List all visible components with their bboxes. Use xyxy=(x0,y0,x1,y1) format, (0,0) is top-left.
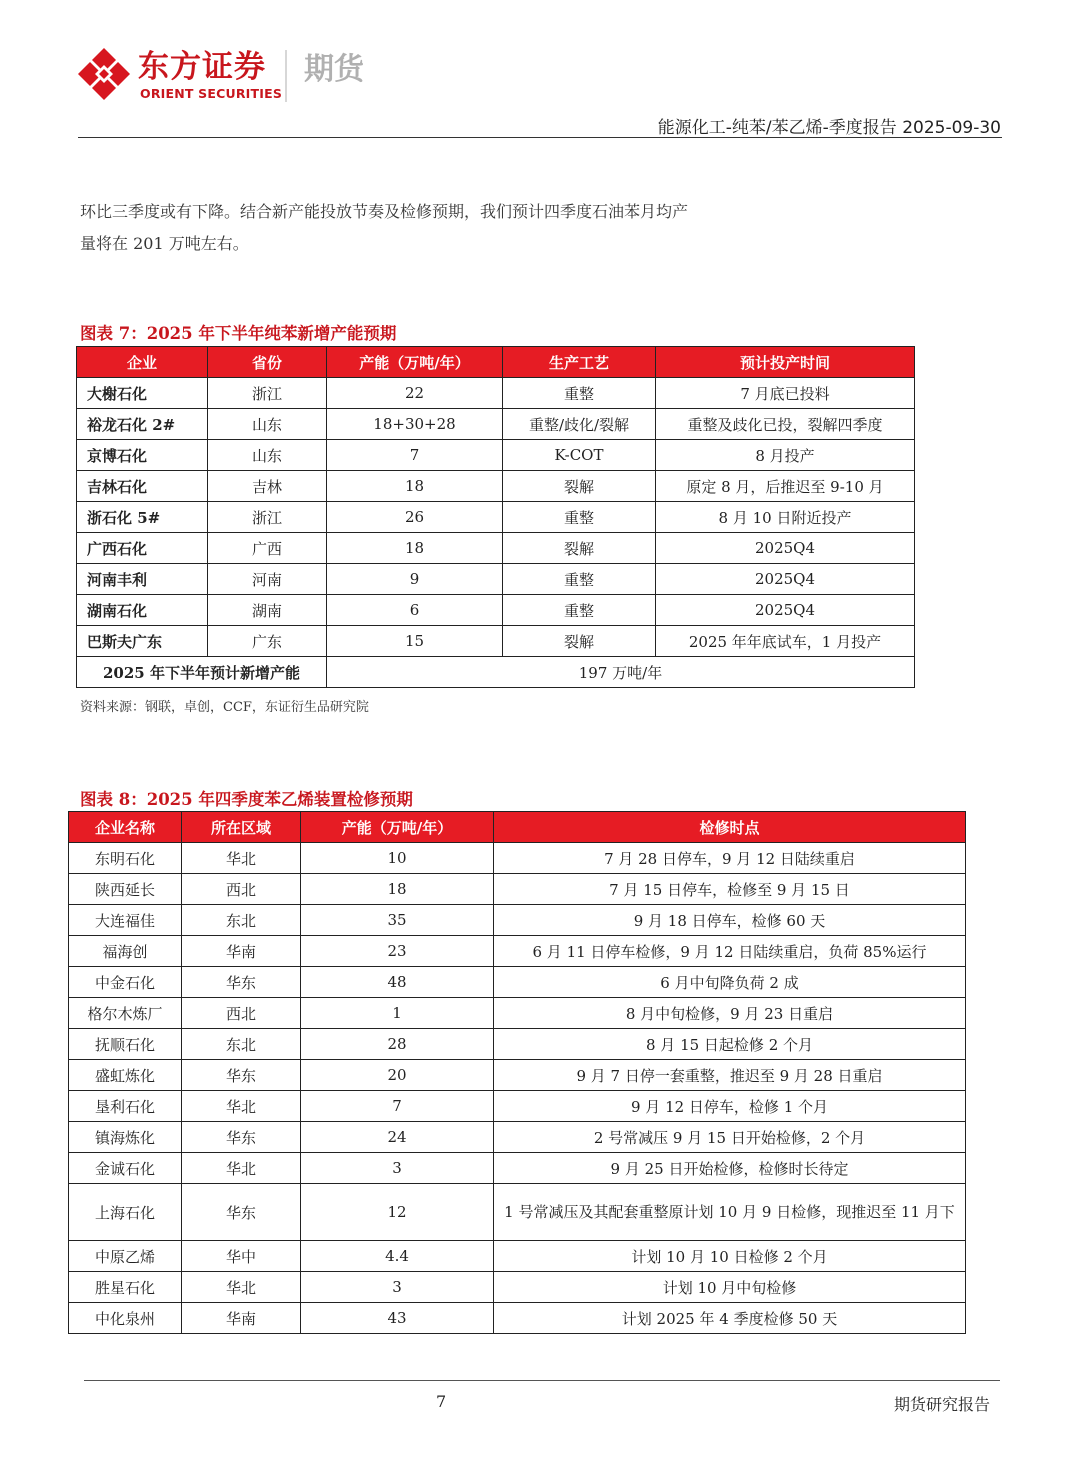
footer-label: 期货研究报告 xyxy=(893,1395,990,1414)
capacity-cell: 23 xyxy=(301,936,494,967)
province-cell: 浙江 xyxy=(208,378,327,409)
company-cell: 镇海炼化 xyxy=(69,1122,182,1153)
capacity-cell: 20 xyxy=(301,1060,494,1091)
capacity-cell: 48 xyxy=(301,967,494,998)
table-row xyxy=(77,409,915,440)
process-cell: K-COT xyxy=(503,440,656,471)
header-rule xyxy=(78,137,1002,138)
maintenance-time-cell: 9 月 25 日开始检修，检修时长待定 xyxy=(494,1153,966,1184)
startup-time-cell: 重整及歧化已投，裂解四季度 xyxy=(656,409,915,440)
capacity-cell: 43 xyxy=(301,1303,494,1334)
footer-rule xyxy=(84,1380,1000,1381)
region-cell: 西北 xyxy=(182,998,301,1029)
capacity-cell: 28 xyxy=(301,1029,494,1060)
page-number: 7 xyxy=(436,1392,447,1411)
maintenance-time-cell: 9 月 18 日停车，检修 60 天 xyxy=(494,905,966,936)
table-row xyxy=(77,533,915,564)
column-header: 产能（万吨/年） xyxy=(301,812,494,843)
region-cell: 华北 xyxy=(182,1153,301,1184)
process-cell: 重整/歧化/裂解 xyxy=(503,409,656,440)
process-cell: 重整 xyxy=(503,378,656,409)
capacity-cell: 9 xyxy=(327,564,503,595)
capacity-cell: 12 xyxy=(301,1184,494,1241)
table-row xyxy=(69,1184,966,1241)
styrene-maintenance-table xyxy=(68,811,966,1334)
process-cell: 裂解 xyxy=(503,471,656,502)
table-row xyxy=(77,502,915,533)
column-header: 预计投产时间 xyxy=(656,347,915,378)
total-label: 2025 年下半年预计新增产能 xyxy=(77,657,327,688)
maintenance-time-cell: 6 月中旬降负荷 2 成 xyxy=(494,967,966,998)
capacity-cell: 7 xyxy=(301,1091,494,1122)
maintenance-time-cell: 8 月中旬检修，9 月 23 日重启 xyxy=(494,998,966,1029)
process-cell: 裂解 xyxy=(503,626,656,657)
capacity-cell: 22 xyxy=(327,378,503,409)
company-cell: 盛虹炼化 xyxy=(69,1060,182,1091)
startup-time-cell: 8 月 10 日附近投产 xyxy=(656,502,915,533)
maintenance-time-cell: 2 号常减压 9 月 15 日开始检修，2 个月 xyxy=(494,1122,966,1153)
region-cell: 华东 xyxy=(182,1122,301,1153)
capacity-cell: 7 xyxy=(327,440,503,471)
region-cell: 华东 xyxy=(182,1184,301,1241)
table-row xyxy=(69,1303,966,1334)
company-cell: 浙石化 5# xyxy=(77,502,208,533)
maintenance-time-cell: 7 月 28 日停车，9 月 12 日陆续重启 xyxy=(494,843,966,874)
capacity-cell: 3 xyxy=(301,1272,494,1303)
startup-time-cell: 原定 8 月，后推迟至 9-10 月 xyxy=(656,471,915,502)
capacity-cell: 6 xyxy=(327,595,503,626)
capacity-cell: 4.4 xyxy=(301,1241,494,1272)
column-header: 省份 xyxy=(208,347,327,378)
maintenance-time-cell: 6 月 11 日停车检修，9 月 12 日陆续重启，负荷 85%运行 xyxy=(494,936,966,967)
maintenance-time-cell: 9 月 7 日停一套重整，推迟至 9 月 28 日重启 xyxy=(494,1060,966,1091)
report-title: 能源化工-纯苯/苯乙烯-季度报告 2025-09-30 xyxy=(657,118,1001,138)
maintenance-time-cell: 计划 2025 年 4 季度检修 50 天 xyxy=(494,1303,966,1334)
table-row xyxy=(77,564,915,595)
province-cell: 山东 xyxy=(208,440,327,471)
company-cell: 陕西延长 xyxy=(69,874,182,905)
startup-time-cell: 2025Q4 xyxy=(656,533,915,564)
province-cell: 吉林 xyxy=(208,471,327,502)
region-cell: 华中 xyxy=(182,1241,301,1272)
process-cell: 重整 xyxy=(503,595,656,626)
company-cell: 中化泉州 xyxy=(69,1303,182,1334)
benzene-capacity-table xyxy=(76,346,915,688)
table-row xyxy=(77,440,915,471)
company-cell: 湖南石化 xyxy=(77,595,208,626)
table-row xyxy=(69,936,966,967)
maintenance-time-cell: 计划 10 月中旬检修 xyxy=(494,1272,966,1303)
table-row xyxy=(69,1241,966,1272)
process-cell: 重整 xyxy=(503,564,656,595)
company-cell: 抚顺石化 xyxy=(69,1029,182,1060)
capacity-cell: 18 xyxy=(301,874,494,905)
maintenance-time-cell: 9 月 12 日停车，检修 1 个月 xyxy=(494,1091,966,1122)
column-header: 产能（万吨/年） xyxy=(327,347,503,378)
table-row xyxy=(69,1272,966,1303)
maintenance-time-cell: 7 月 15 日停车，检修至 9 月 15 日 xyxy=(494,874,966,905)
total-value: 197 万吨/年 xyxy=(327,657,915,688)
region-cell: 华东 xyxy=(182,967,301,998)
region-cell: 西北 xyxy=(182,874,301,905)
capacity-cell: 35 xyxy=(301,905,494,936)
table1-caption: 图表 7：2025 年下半年纯苯新增产能预期 xyxy=(80,324,397,343)
capacity-cell: 26 xyxy=(327,502,503,533)
brand-divider xyxy=(285,50,287,102)
region-cell: 东北 xyxy=(182,1029,301,1060)
company-cell: 广西石化 xyxy=(77,533,208,564)
column-header: 所在区域 xyxy=(182,812,301,843)
process-cell: 裂解 xyxy=(503,533,656,564)
region-cell: 华北 xyxy=(182,1091,301,1122)
table-row xyxy=(69,905,966,936)
column-header: 企业名称 xyxy=(69,812,182,843)
company-cell: 河南丰利 xyxy=(77,564,208,595)
intro-paragraph xyxy=(80,196,840,260)
region-cell: 华北 xyxy=(182,843,301,874)
capacity-cell: 18 xyxy=(327,533,503,564)
maintenance-time-cell: 1 号常减压及其配套重整原计划 10 月 9 日检修，现推迟至 11 月下 xyxy=(494,1184,966,1241)
table-row xyxy=(69,1153,966,1184)
table-row xyxy=(69,967,966,998)
startup-time-cell: 7 月底已投料 xyxy=(656,378,915,409)
maintenance-time-cell: 8 月 15 日起检修 2 个月 xyxy=(494,1029,966,1060)
table-row xyxy=(69,1060,966,1091)
province-cell: 广东 xyxy=(208,626,327,657)
company-cell: 京博石化 xyxy=(77,440,208,471)
brand-name-en: ORIENT SECURITIES xyxy=(140,86,283,101)
company-cell: 中金石化 xyxy=(69,967,182,998)
capacity-cell: 15 xyxy=(327,626,503,657)
province-cell: 河南 xyxy=(208,564,327,595)
process-cell: 重整 xyxy=(503,502,656,533)
province-cell: 广西 xyxy=(208,533,327,564)
source-note: 资料来源：钢联，卓创，CCF，东证衍生品研究院 xyxy=(80,700,369,715)
startup-time-cell: 2025Q4 xyxy=(656,595,915,626)
company-cell: 金诚石化 xyxy=(69,1153,182,1184)
table-row xyxy=(77,471,915,502)
table-header-row xyxy=(77,347,915,378)
capacity-cell: 18 xyxy=(327,471,503,502)
region-cell: 华南 xyxy=(182,936,301,967)
table-row xyxy=(77,595,915,626)
province-cell: 浙江 xyxy=(208,502,327,533)
table-row xyxy=(69,874,966,905)
startup-time-cell: 8 月投产 xyxy=(656,440,915,471)
table-row xyxy=(69,1122,966,1153)
startup-time-cell: 2025Q4 xyxy=(656,564,915,595)
orient-securities-logo-icon xyxy=(78,48,130,102)
column-header: 企业 xyxy=(77,347,208,378)
company-cell: 福海创 xyxy=(69,936,182,967)
company-cell: 吉林石化 xyxy=(77,471,208,502)
capacity-cell: 24 xyxy=(301,1122,494,1153)
company-cell: 上海石化 xyxy=(69,1184,182,1241)
company-cell: 胜星石化 xyxy=(69,1272,182,1303)
table-row xyxy=(77,378,915,409)
province-cell: 湖南 xyxy=(208,595,327,626)
table-row xyxy=(69,1029,966,1060)
column-header: 检修时点 xyxy=(494,812,966,843)
company-cell: 中原乙烯 xyxy=(69,1241,182,1272)
company-cell: 格尔木炼厂 xyxy=(69,998,182,1029)
table-row xyxy=(77,626,915,657)
table-row xyxy=(69,843,966,874)
table-row xyxy=(69,998,966,1029)
company-cell: 东明石化 xyxy=(69,843,182,874)
company-cell: 垦利石化 xyxy=(69,1091,182,1122)
capacity-cell: 3 xyxy=(301,1153,494,1184)
company-cell: 裕龙石化 2# xyxy=(77,409,208,440)
region-cell: 东北 xyxy=(182,905,301,936)
intro-line: 环比三季度或有下降。结合新产能投放节奏及检修预期，我们预计四季度石油苯月均产 xyxy=(80,202,689,221)
capacity-cell: 18+30+28 xyxy=(327,409,503,440)
company-cell: 大连福佳 xyxy=(69,905,182,936)
startup-time-cell: 2025 年年底试车，1 月投产 xyxy=(656,626,915,657)
column-header: 生产工艺 xyxy=(503,347,656,378)
region-cell: 华北 xyxy=(182,1272,301,1303)
capacity-cell: 10 xyxy=(301,843,494,874)
maintenance-time-cell: 计划 10 月 10 日检修 2 个月 xyxy=(494,1241,966,1272)
intro-line: 量将在 201 万吨左右。 xyxy=(80,234,249,253)
table2-caption: 图表 8：2025 年四季度苯乙烯装置检修预期 xyxy=(80,790,413,809)
region-cell: 华南 xyxy=(182,1303,301,1334)
total-row xyxy=(77,657,915,688)
table-header-row xyxy=(69,812,966,843)
capacity-cell: 1 xyxy=(301,998,494,1029)
region-cell: 华东 xyxy=(182,1060,301,1091)
company-cell: 大榭石化 xyxy=(77,378,208,409)
division-label: 期货 xyxy=(304,52,364,87)
brand-name-cn: 东方证券 xyxy=(138,49,266,85)
table-row xyxy=(69,1091,966,1122)
province-cell: 山东 xyxy=(208,409,327,440)
company-cell: 巴斯夫广东 xyxy=(77,626,208,657)
